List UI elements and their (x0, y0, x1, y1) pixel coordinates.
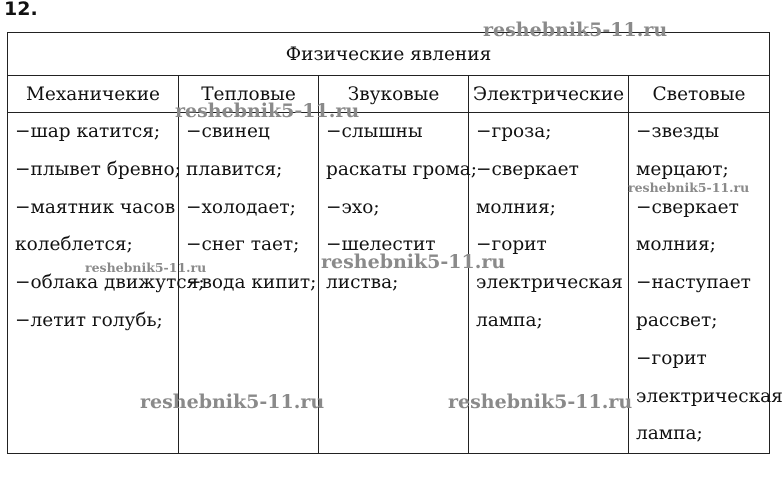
list-item: −сверкает (636, 196, 739, 218)
list-item: −снег тает; (186, 234, 300, 256)
watermark: reshebnik5-11.ru (321, 251, 506, 273)
header-sound: Звуковые (319, 76, 469, 113)
list-item: −гроза; (476, 121, 552, 142)
list-item: лампа; (476, 309, 543, 331)
list-item: −сверкает (476, 158, 579, 180)
header-light: Световые (629, 76, 770, 113)
list-item: электрическая (636, 385, 783, 407)
list-item: молния; (636, 234, 716, 256)
header-thermal: Тепловые (179, 76, 319, 113)
list-item: рассвет; (636, 309, 718, 331)
watermark: reshebnik5-11.ru (85, 260, 207, 275)
task-number: 12. (4, 0, 38, 20)
list-item: мерцают; (636, 158, 729, 180)
cell-sound (319, 113, 477, 454)
list-item: −холодает; (186, 196, 296, 218)
header-mechanical: Механичекие (8, 76, 179, 113)
list-item: −летит голубь; (15, 309, 163, 331)
list-item: −маятник часов (15, 196, 176, 218)
list-item: −горит (476, 234, 547, 256)
watermark: reshebnik5-11.ru (175, 100, 360, 122)
list-item: раскаты грома; (326, 158, 477, 180)
list-item: лампа; (636, 423, 703, 445)
list-item: молния; (476, 196, 556, 218)
watermark: reshebnik5-11.ru (483, 19, 668, 41)
header-electrical: Электрические (469, 76, 629, 113)
list-item: −плывет бревно; (15, 158, 181, 180)
list-item: электрическая (476, 272, 623, 294)
cell-mechanical (8, 113, 205, 454)
list-item: −наступает (636, 272, 751, 294)
list-item: −звезды (636, 121, 720, 142)
cell-electrical (469, 113, 629, 454)
list-item: −горит (636, 347, 707, 369)
list-item: −шелестит (326, 234, 436, 256)
table-title: Физические явления (8, 33, 770, 76)
list-item: −шар катится; (15, 121, 161, 142)
cell-light (629, 113, 783, 454)
watermark: reshebnik5-11.ru (140, 391, 325, 413)
list-item: −облака движутся; (15, 272, 205, 294)
list-item: листва; (326, 272, 399, 294)
physical-phenomena-table (7, 32, 783, 454)
cell-thermal (179, 113, 319, 454)
watermark: reshebnik5-11.ru (448, 391, 633, 413)
list-item: колеблется; (15, 234, 133, 256)
list-item: −вода кипит; (186, 272, 317, 294)
list-item: −свинец (186, 121, 270, 142)
watermark: reshebnik5-11.ru (628, 180, 750, 195)
list-item: −слышны (326, 121, 423, 142)
list-item: −эхо; (326, 196, 380, 218)
list-item: плавится; (186, 158, 283, 180)
